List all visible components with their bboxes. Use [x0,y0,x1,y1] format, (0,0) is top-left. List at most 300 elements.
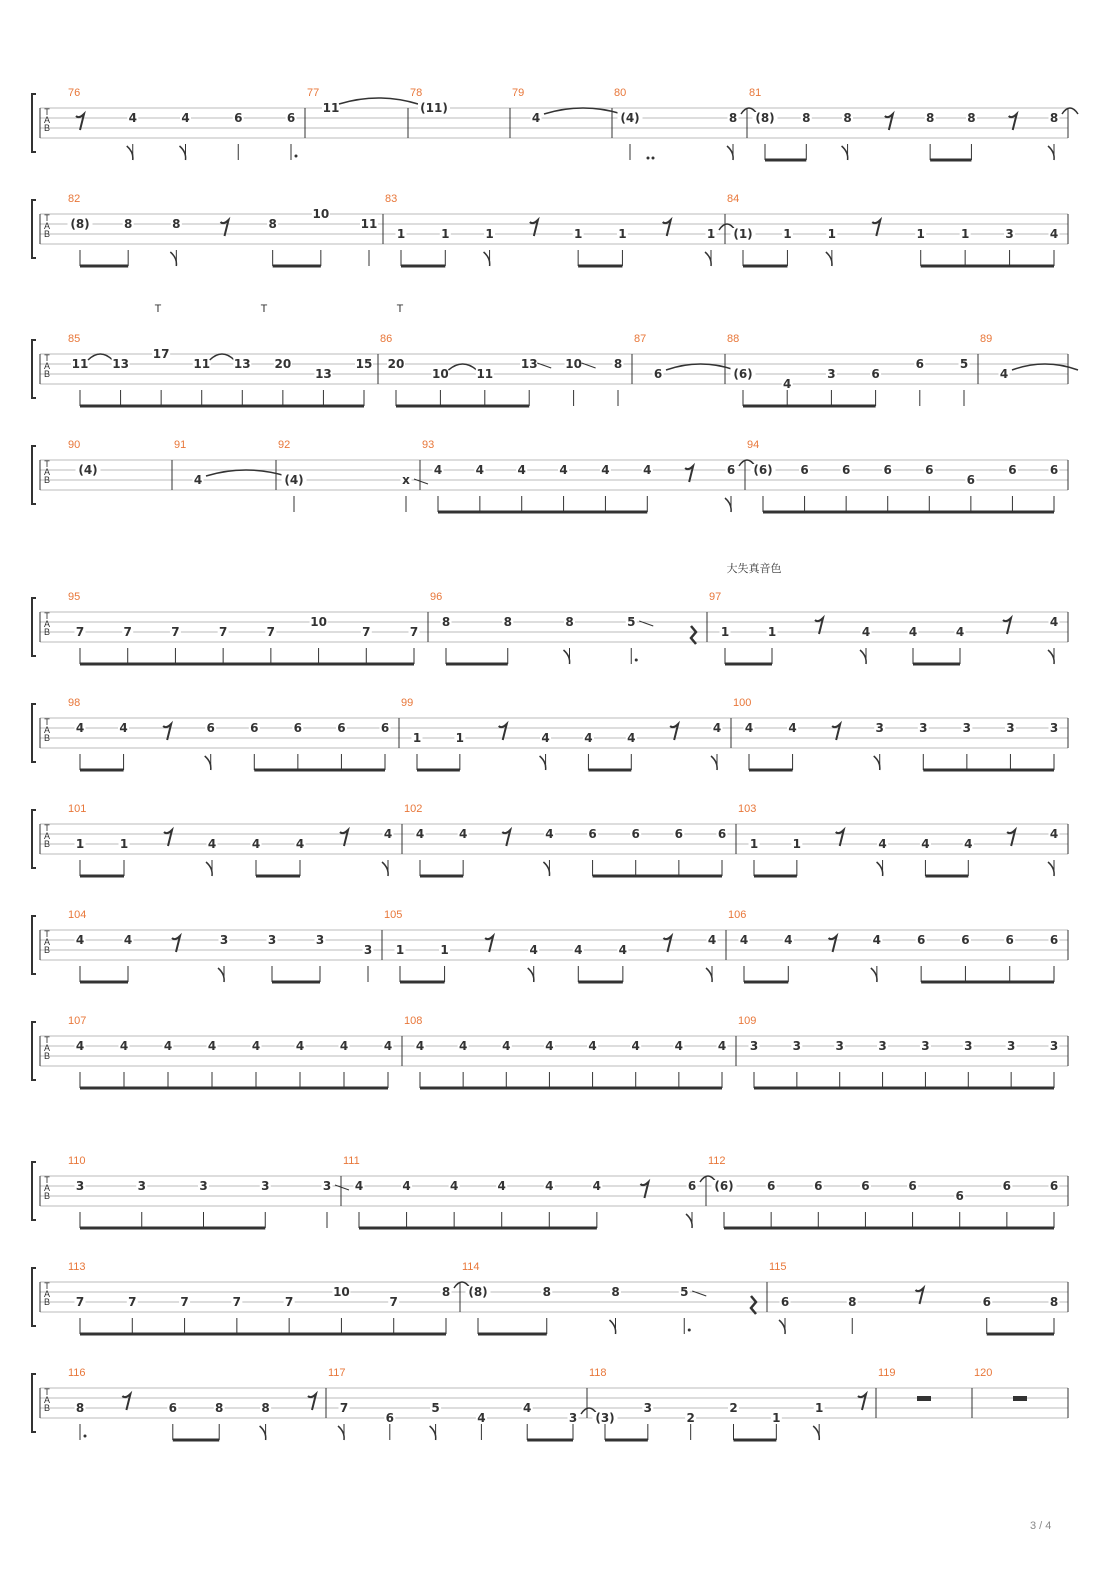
fret-number: 6 [1002,1179,1012,1193]
fret-number: 13 [112,357,129,371]
tab-system [32,1261,1068,1334]
fret-number: 6 [1049,1179,1059,1193]
fret-number: 6 [861,1179,870,1193]
fret-number: 4 [921,837,930,851]
fret-number: 3 [261,1179,270,1193]
tab-clef-letter: A [43,725,51,735]
fret-number: 2 [729,1401,738,1415]
measure-number: 95 [68,591,81,603]
fret-number: 3 [363,943,373,957]
measure [68,697,391,770]
measure [68,439,101,477]
quarter-rest [691,626,696,644]
tab-clef-letter: T [44,1281,50,1291]
fret-number: (8) [468,1285,488,1299]
fret-number: (8) [755,111,775,125]
fret-number: 4 [119,1039,129,1053]
fret-number: 3 [322,1179,332,1193]
measure [709,591,1060,664]
flag [1048,862,1054,876]
tab-clef-letter: B [43,1297,51,1307]
fret-number: 4 [872,933,882,947]
fret-number: 1 [440,943,449,957]
fret-number: 5 [431,1401,440,1415]
flag [711,756,717,770]
fret-number: 7 [75,625,85,639]
fret-number: 4 [433,463,443,477]
tab-clef-letter: B [43,627,51,637]
fret-number: 4 [75,721,85,735]
fret-number: 1 [916,227,925,241]
fret-number: 5 [627,615,636,629]
tab-clef-letter: B [43,1051,51,1061]
fret-number: 4 [545,1179,554,1193]
measure [708,1155,1060,1228]
measure-number: 110 [68,1155,86,1167]
measure [512,87,622,125]
measure [68,591,420,664]
flag [877,862,883,876]
fret-number: 10 [432,367,449,381]
fret-number: 1 [767,625,777,639]
flag [382,862,388,876]
dot [295,155,298,158]
tab-clef-letter: T [44,929,50,939]
tab-clef-letter: A [43,221,51,231]
measure-number: 113 [68,1261,86,1273]
measure-number: 98 [68,697,81,709]
flag [170,252,176,266]
fret-number: 4 [1049,615,1059,629]
tab-system [32,193,1068,266]
fret-number: (4) [78,463,98,477]
fret-number: 3 [75,1179,85,1193]
fret-number: 4 [574,943,583,957]
tie [544,108,622,114]
tab-clef-letter: A [43,619,51,629]
fret-number: 4 [643,463,652,477]
fret-number: 6 [206,721,215,735]
flag [206,862,212,876]
fret-number: 4 [999,367,1009,381]
fret-number: 8 [268,217,277,231]
system-brace [32,1374,36,1432]
tie [339,98,418,104]
measure [738,803,1060,876]
tab-system [32,1367,1068,1440]
fret-number: 3 [1006,1039,1016,1053]
flag [540,756,546,770]
fret-number: 8 [542,1285,551,1299]
fret-number: (3) [595,1411,615,1425]
fret-number: 7 [409,625,419,639]
fret-number: 4 [383,1039,393,1053]
fret-number: 6 [982,1295,991,1309]
measure [380,333,624,406]
fret-number: 3 [267,933,277,947]
fret-number: 4 [502,1039,511,1053]
flag [564,650,570,664]
fret-number: 4 [631,1039,640,1053]
fret-number: 11 [322,101,340,115]
fret-number: 7 [362,625,371,639]
dot [652,157,655,160]
flag [727,146,733,160]
flag [205,756,211,770]
tab-system [32,1155,1068,1228]
fret-number: 4 [415,1039,425,1053]
fret-number: 3 [568,1411,578,1425]
fret-number: 3 [199,1179,208,1193]
fret-number: (1) [733,227,753,241]
fret-number: 10 [312,207,330,221]
fret-number: 3 [315,933,325,947]
fret-number: 7 [128,1295,137,1309]
fret-number: 6 [961,933,970,947]
fret-number: 6 [687,1179,697,1193]
fret-number: 6 [250,721,259,735]
fret-number: 3 [1006,721,1015,735]
tone-annotation: 大失真音色 [726,562,782,575]
measure [747,439,1060,512]
fret-number: 4 [559,463,568,477]
tab-system [32,803,1068,876]
measure [278,439,428,512]
measure-number: 100 [733,697,752,709]
measure-number: 89 [980,333,993,345]
fret-number: 8 [75,1401,85,1415]
measure-number: 108 [404,1015,423,1027]
fret-number: 8 [967,111,976,125]
fret-number: 3 [875,721,884,735]
fret-number: 6 [168,1401,177,1415]
flag [260,1426,266,1440]
fret-number: 7 [232,1295,242,1309]
flag [218,968,224,982]
fret-number: 6 [871,367,880,381]
fret-number: 1 [441,227,450,241]
fret-number: 3 [1049,1039,1059,1053]
measure-number: 112 [708,1155,726,1167]
tab-system [32,87,1078,160]
fret-number: 8 [613,357,623,371]
fret-number: 8 [802,111,811,125]
measure [589,1367,866,1440]
fret-number: 4 [339,1039,349,1053]
tie [448,364,476,370]
fret-number: 3 [1049,721,1059,735]
measure-number: 90 [68,439,81,451]
fret-number: x [402,473,410,487]
fret-number: 4 [128,111,137,125]
tab-system [32,1015,1068,1088]
measure [385,193,735,266]
fret-number: 4 [207,837,217,851]
fret-number: 3 [643,1401,653,1415]
fret-number: (6) [733,367,753,381]
fret-number: 4 [744,721,754,735]
fret-number: 6 [766,1179,776,1193]
measure [328,1367,597,1440]
flag [813,1426,819,1440]
fret-number: 4 [545,827,554,841]
fret-number: 4 [674,1039,684,1053]
flag [127,146,133,160]
fret-number: 8 [565,615,574,629]
fret-number: 10 [565,357,582,371]
fret-number: 1 [455,731,465,745]
fret-number: 6 [1049,463,1059,477]
fret-number: 7 [389,1295,398,1309]
fret-number: 4 [458,1039,468,1053]
fret-number: (4) [284,473,304,487]
fret-number: 1 [395,943,405,957]
fret-number: 3 [962,721,972,735]
tab-clef-letter: A [43,115,51,125]
measure-number: 105 [384,909,403,921]
tab-clef-letter: B [43,1191,51,1201]
fret-number: (8) [70,217,90,231]
measure-number: 119 [878,1367,896,1379]
fret-number: 1 [772,1411,781,1425]
fret-number: 8 [848,1295,857,1309]
fret-number: 4 [878,837,887,851]
fret-number: 6 [915,357,924,371]
measure [727,193,1060,266]
fret-number: 8 [123,217,133,231]
measure-number: 103 [738,803,757,815]
fret-number: 3 [919,721,928,735]
fret-number: 6 [800,463,809,477]
measure [738,1015,1060,1088]
measure [404,1015,728,1088]
fret-number: 8 [441,1285,451,1299]
system-brace [32,340,36,398]
fret-number: 4 [545,1039,554,1053]
fret-number: 13 [233,357,251,371]
tab-clef-letter: T [44,213,50,223]
fret-number: 8 [503,615,512,629]
flag [543,862,549,876]
fret-number: 4 [295,837,305,851]
tap-marker: T [154,303,162,315]
measure-number: 94 [747,439,760,451]
measure-number: 77 [307,87,320,99]
fret-number: 4 [251,837,261,851]
measure [728,909,1060,982]
fret-number: 3 [835,1039,844,1053]
tie [210,354,235,360]
tab-clef-letter: A [43,361,51,371]
page-number: 3 / 4 [1030,1520,1052,1532]
tab-clef-letter: B [43,1403,51,1413]
measure-number: 97 [709,591,722,603]
fret-number: (11) [420,101,448,115]
measure [462,1261,756,1334]
fret-number: 4 [251,1039,261,1053]
fret-number: 4 [295,1039,305,1053]
fret-number: 11 [360,217,378,231]
fret-number: 4 [517,463,526,477]
flag [1048,146,1054,160]
fret-number: 8 [1049,1295,1059,1309]
system-brace [32,916,36,974]
measure-number: 102 [404,803,423,815]
fret-number: 4 [1049,227,1059,241]
measure-number: 76 [68,87,81,99]
measure-number: 80 [614,87,627,99]
fret-number: 2 [686,1411,695,1425]
measure [68,87,298,160]
tab-clef-letter: T [44,823,50,833]
fret-number: 7 [218,625,228,639]
fret-number: 20 [387,357,405,371]
fret-number: 4 [588,1039,597,1053]
fret-number: 4 [119,721,128,735]
fret-number: 6 [293,721,303,735]
measure-number: 109 [738,1015,757,1027]
fret-number: 8 [925,111,935,125]
measure-number: 106 [728,909,747,921]
tab-clef-letter: B [43,733,51,743]
fret-number: 6 [337,721,346,735]
fret-number: 1 [396,227,406,241]
fret-number: 6 [653,367,663,381]
fret-number: 4 [627,731,636,745]
fret-number: 17 [152,347,170,361]
tab-clef-letter: T [44,1035,50,1045]
fret-number: 7 [171,625,180,639]
tab-clef-letter: T [44,1175,50,1185]
fret-number: 8 [843,111,852,125]
dot [635,659,638,662]
fret-number: 4 [592,1179,602,1193]
fret-number: 6 [925,463,934,477]
fret-number: 6 [780,1295,790,1309]
fret-number: 3 [792,1039,802,1053]
fret-number: 6 [674,827,684,841]
measure [343,1155,716,1228]
measure-number: 115 [769,1261,787,1273]
fret-number: 3 [219,933,229,947]
flag [842,146,848,160]
fret-number: 6 [883,463,892,477]
system-brace [32,446,36,504]
fret-number: 3 [878,1039,887,1053]
flag [430,1426,436,1440]
measure [68,803,394,876]
measure [422,439,755,512]
fret-number: 3 [827,367,836,381]
fret-number: 8 [611,1285,620,1299]
measure [769,1261,1060,1334]
flag [706,968,712,982]
fret-number: 1 [485,227,494,241]
tab-clef-letter: T [44,717,50,727]
fret-number: 1 [75,837,85,851]
tab-system [32,561,1068,664]
fret-number: 8 [172,217,181,231]
measure [430,591,696,664]
measure-number: 99 [401,697,414,709]
fret-number: 6 [286,111,296,125]
measure [68,1367,316,1440]
tab-clef-letter: T [44,1387,50,1397]
fret-number: 4 [529,943,538,957]
fret-number: 6 [1008,463,1017,477]
measure-number: 118 [589,1367,607,1379]
flag [338,1426,344,1440]
fret-number: 4 [163,1039,173,1053]
fret-number: 7 [284,1295,294,1309]
whole-rest [917,1396,931,1401]
fret-number: 4 [383,827,393,841]
fret-number: 7 [123,625,132,639]
system-brace [32,810,36,868]
fret-number: 6 [717,827,727,841]
measure [401,697,723,770]
flag [1048,650,1054,664]
tap-marker: T [396,303,404,315]
fret-number: (6) [753,463,773,477]
fret-number: 11 [476,367,494,381]
tap-marker: T [260,303,268,315]
fret-number: (6) [714,1179,734,1193]
fret-number: 6 [1005,933,1014,947]
fret-number: 4 [541,731,550,745]
fret-number: 1 [749,837,759,851]
tab-system [32,303,1078,406]
flag [779,1320,785,1334]
fret-number: 6 [841,463,851,477]
measure-number: 96 [430,591,443,603]
fret-number: 7 [75,1295,85,1309]
fret-number: 10 [310,615,327,629]
fret-number: 4 [75,1039,85,1053]
tab-clef-letter: A [43,937,51,947]
measure-number: 88 [727,333,740,345]
measure [68,1261,470,1334]
tab-clef-letter: B [43,369,51,379]
system-brace [32,1022,36,1080]
flag [871,968,877,982]
measure-number: 79 [512,87,525,99]
measure-number: 86 [380,333,393,345]
fret-number: 1 [720,625,730,639]
fret-number: 6 [385,1411,394,1425]
measure [410,87,450,115]
fret-number: 4 [449,1179,459,1193]
measure [68,1155,349,1228]
fret-number: 8 [1049,111,1059,125]
measure-number: 116 [68,1367,86,1379]
flag [725,498,731,512]
fret-number: 6 [380,721,390,735]
fret-number: 4 [788,721,797,735]
tab-clef-letter: A [43,467,51,477]
measure-number: 117 [328,1367,346,1379]
fret-number: 7 [266,625,276,639]
measure-number: 82 [68,193,81,205]
measure [749,87,1078,160]
flag [860,650,866,664]
measure-number: 107 [68,1015,87,1027]
tie [88,354,113,360]
fret-number: 1 [618,227,627,241]
measure [614,87,757,160]
fret-number: 4 [955,625,965,639]
whole-rest [1013,1396,1027,1401]
